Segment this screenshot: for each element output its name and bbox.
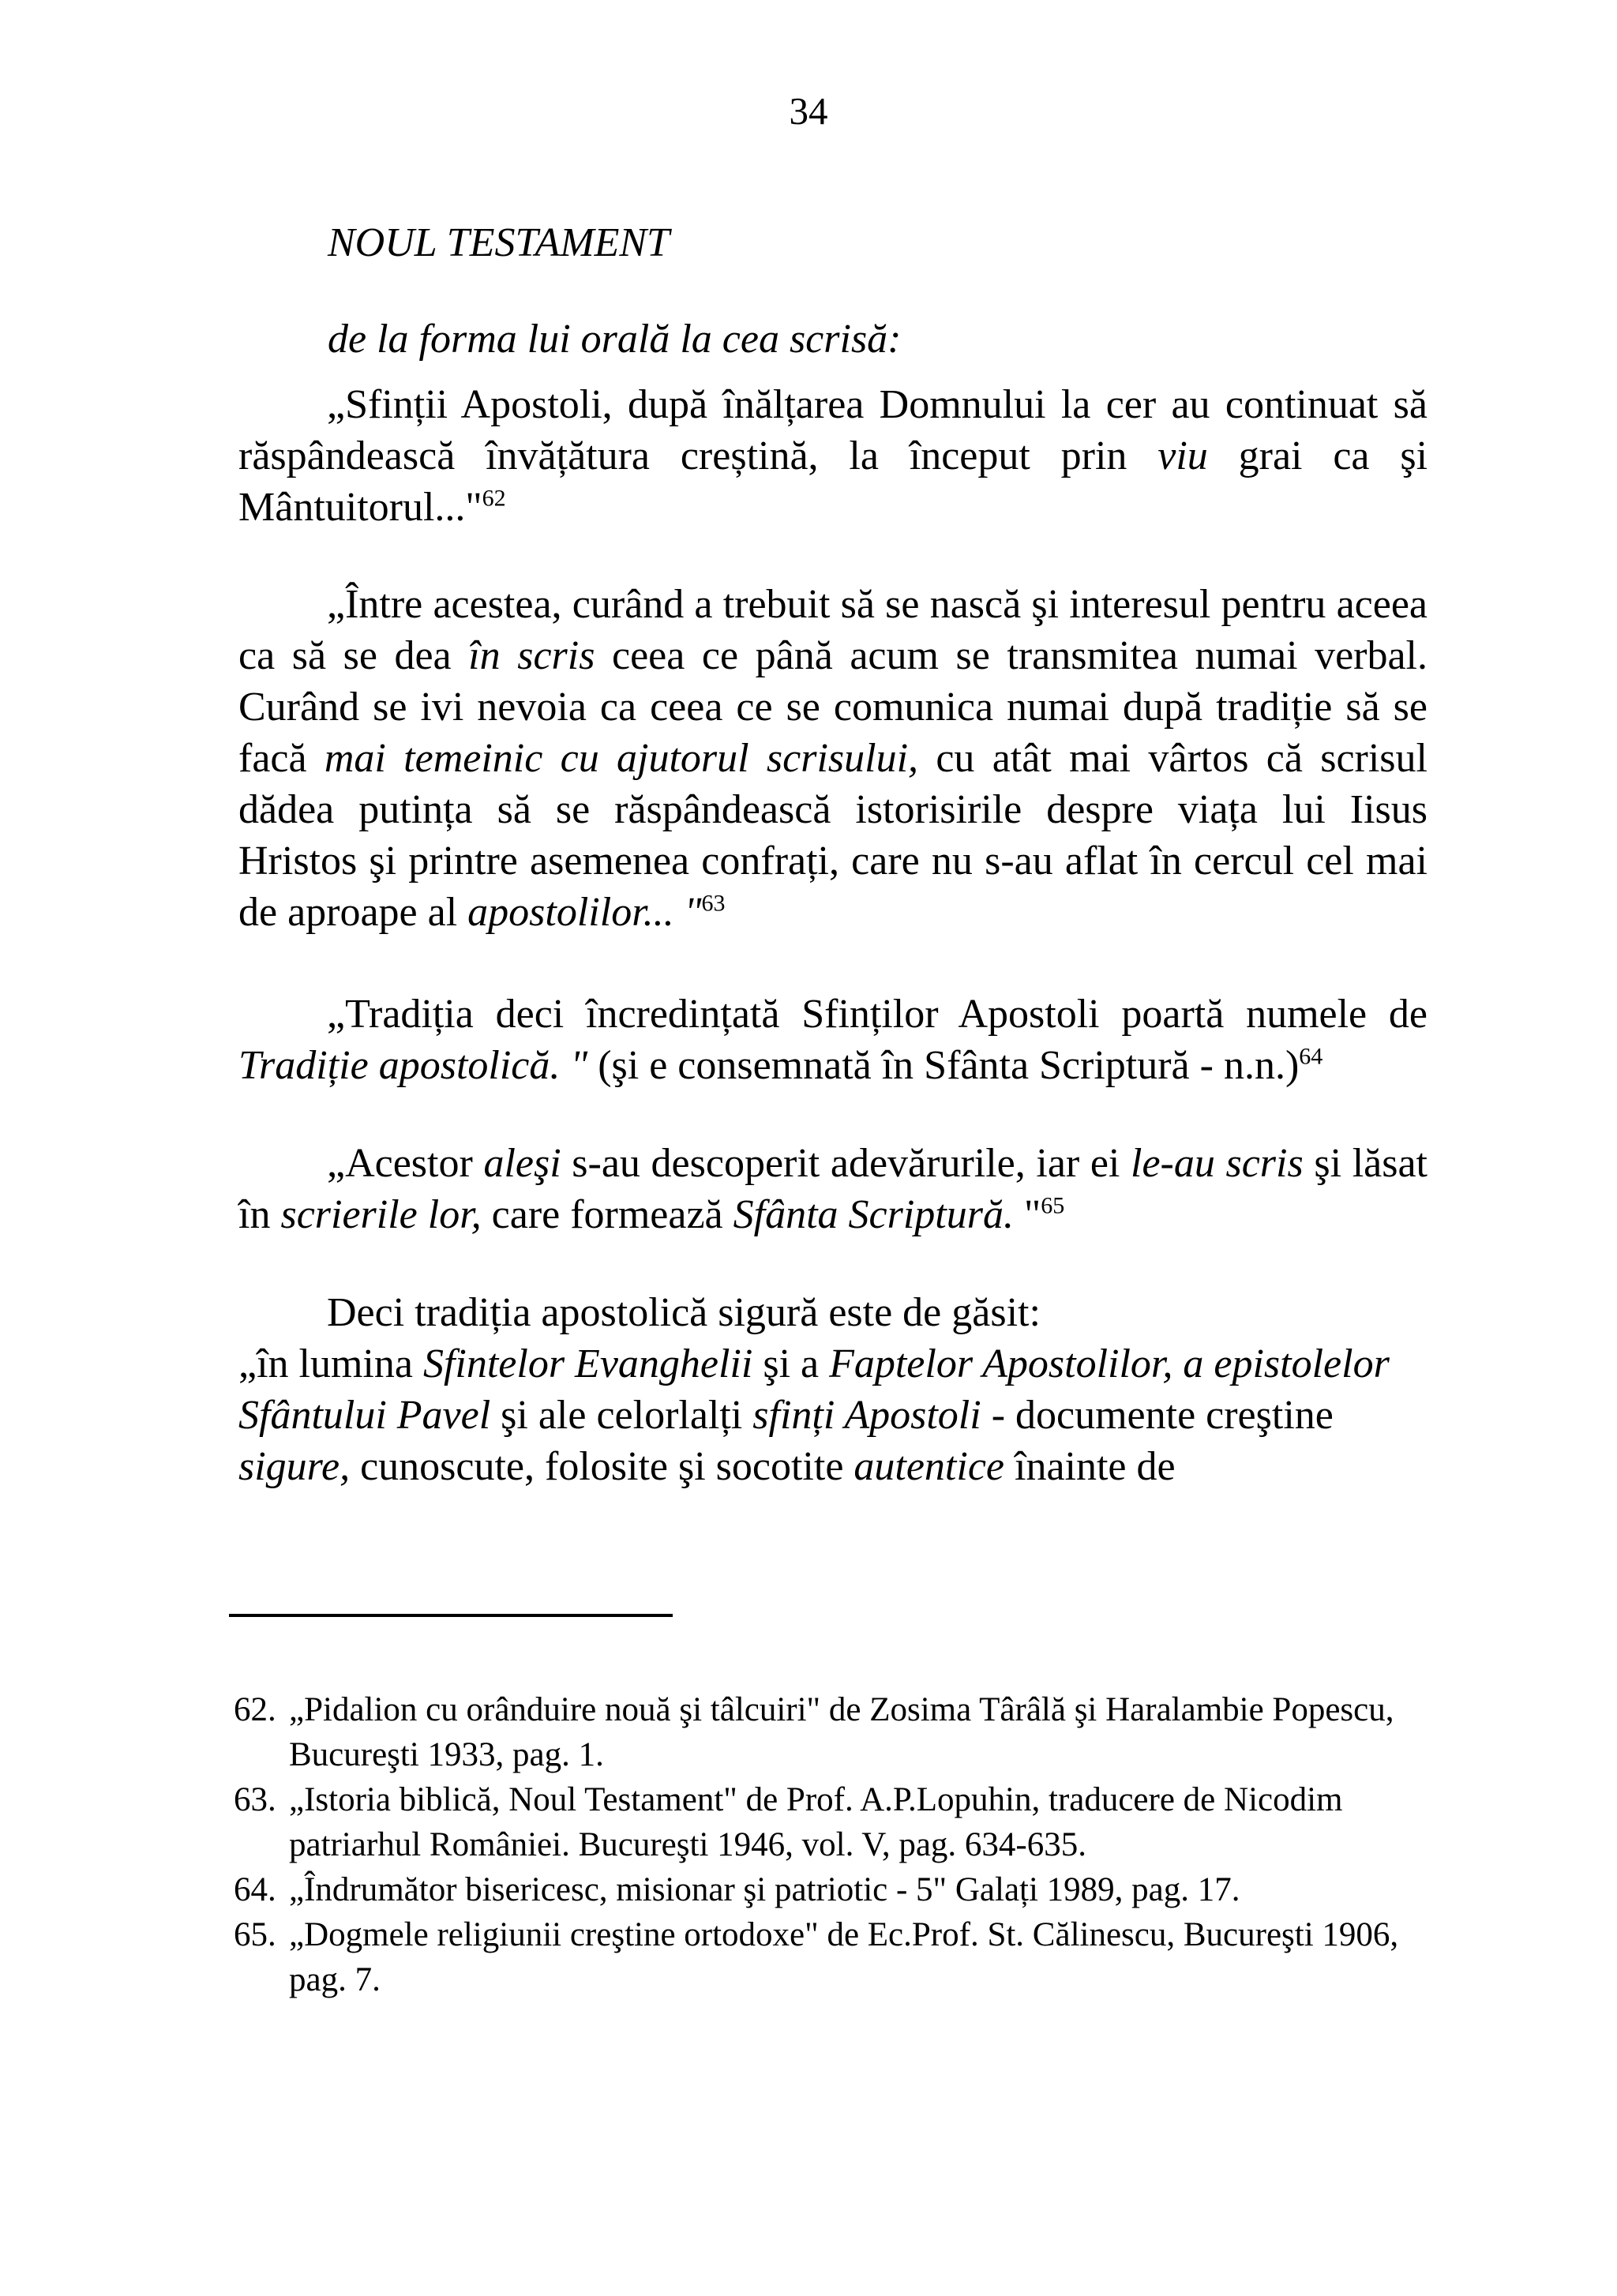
- text-run: „Acestor: [327, 1141, 484, 1186]
- italic-run: aleşi: [483, 1141, 561, 1186]
- italic-run: sfinți Apostoli: [752, 1393, 981, 1438]
- text-run: „Sfinții Apostoli, după înălțarea Domnului la cer au continuat să răspândească învățătura creștină, la început prin: [238, 382, 1428, 478]
- italic-run: scrierile lor,: [280, 1192, 482, 1237]
- italic-run: mai temeinic cu ajutorul scrisului,: [324, 736, 919, 781]
- italic-run: în scris: [468, 633, 595, 678]
- footnote-number: 62.: [234, 1691, 276, 1728]
- paragraph-1: [238, 379, 1428, 533]
- page-number: 34: [789, 89, 828, 133]
- text-run: şi ale celorlalți: [490, 1393, 753, 1438]
- text-run: „în lumina: [238, 1341, 423, 1386]
- paragraph-5-lead: Deci tradiția apostolică sigură este de găsit:: [327, 1290, 1041, 1335]
- text-run: - documente creştine: [981, 1393, 1334, 1438]
- text-run: care formează: [481, 1192, 733, 1237]
- paragraph-3: [238, 989, 1428, 1091]
- footnote-63: [234, 1777, 1450, 1867]
- text-run: cunoscute, folosite şi socotite: [350, 1444, 854, 1489]
- italic-run: Faptelor Apostolilor, a epistolelor Sfântului Pavel: [238, 1341, 1390, 1438]
- text-run: cu atât mai vârtos că scrisul dădea putința să se răspândească istorisirile despre viața lui Iisus Hristos şi printre asemenea confrați, care nu s-au aflat în cercul cel mai de aproape al: [238, 736, 1428, 935]
- paragraph-5: [238, 1287, 1428, 1492]
- italic-run: autentice: [854, 1444, 1004, 1489]
- footnote-ref: 63: [701, 890, 726, 917]
- footnote-number: 65.: [234, 1916, 276, 1953]
- footnote-64: [234, 1867, 1450, 1912]
- text-run: ": [1013, 1192, 1041, 1237]
- footnote-text: „Pidalion cu orânduire nouă şi tâlcuiri" de Zosima Târâlă şi Haralambie Popescu, Bucureşti 1933, pag. 1.: [289, 1691, 1394, 1773]
- italic-run: Tradiție apostolică. ": [238, 1043, 588, 1088]
- footnote-65: [234, 1912, 1450, 2002]
- paragraph-4: [238, 1138, 1428, 1240]
- italic-run: viu: [1157, 433, 1208, 478]
- text-run: grai ca şi Mântuitorul...": [238, 433, 1428, 530]
- text-run: „Tradiția deci încredințată Sfinților Apostoli poartă numele de: [327, 992, 1428, 1037]
- footnote-number: 63.: [234, 1781, 276, 1818]
- footnote-ref: 65: [1041, 1192, 1065, 1219]
- footnote-text: „Istoria biblică, Noul Testament" de Prof. A.P.Lopuhin, traducere de Nicodim patriarhul României. Bucureşti 1946, vol. V, pag. 634-635.: [289, 1781, 1343, 1863]
- text-run: şi a: [752, 1341, 830, 1386]
- italic-run: sigure,: [238, 1444, 351, 1489]
- text-run: ceea ce până acum se transmitea numai verbal. Curând se ivi nevoia ca ceea ce se comunica numai după tradiție să se facă: [238, 633, 1428, 781]
- footnote-text: „Îndrumător bisericesc, misionar şi patriotic - 5" Galați 1989, pag. 17.: [289, 1871, 1240, 1908]
- footnote-62: [234, 1687, 1450, 1777]
- text-run: s-au descoperit adevărurile, iar ei: [561, 1141, 1131, 1186]
- text-run: înainte de: [1004, 1444, 1176, 1489]
- text-run: (şi e consemnată în Sfânta Scriptură - n.n.): [587, 1043, 1300, 1088]
- section-subtitle: de la forma lui orală la cea scrisă:: [328, 317, 902, 362]
- footnote-text: „Dogmele religiunii creştine ortodoxe" de Ec.Prof. St. Călinescu, Bucureşti 1906, pag. 7.: [289, 1916, 1399, 1998]
- text-run: şi lăsat în: [238, 1141, 1428, 1237]
- footnotes: [234, 1687, 1450, 2002]
- footnote-ref: 62: [482, 485, 506, 512]
- footnote-rule: [229, 1614, 673, 1617]
- italic-run: apostolilor... ": [467, 890, 702, 935]
- paragraph-2: [238, 579, 1428, 938]
- footnote-ref: 64: [1299, 1043, 1323, 1070]
- italic-run: Sfintelor Evanghelii: [422, 1341, 753, 1386]
- italic-run: le-au scris: [1131, 1141, 1304, 1186]
- section-title: NOUL TESTAMENT: [328, 220, 670, 265]
- italic-run: Sfânta Scriptură.: [733, 1192, 1014, 1237]
- footnote-number: 64.: [234, 1871, 276, 1908]
- text-run: „Între acestea, curând a trebuit să se nască şi interesul pentru aceea ca să se dea: [238, 582, 1428, 678]
